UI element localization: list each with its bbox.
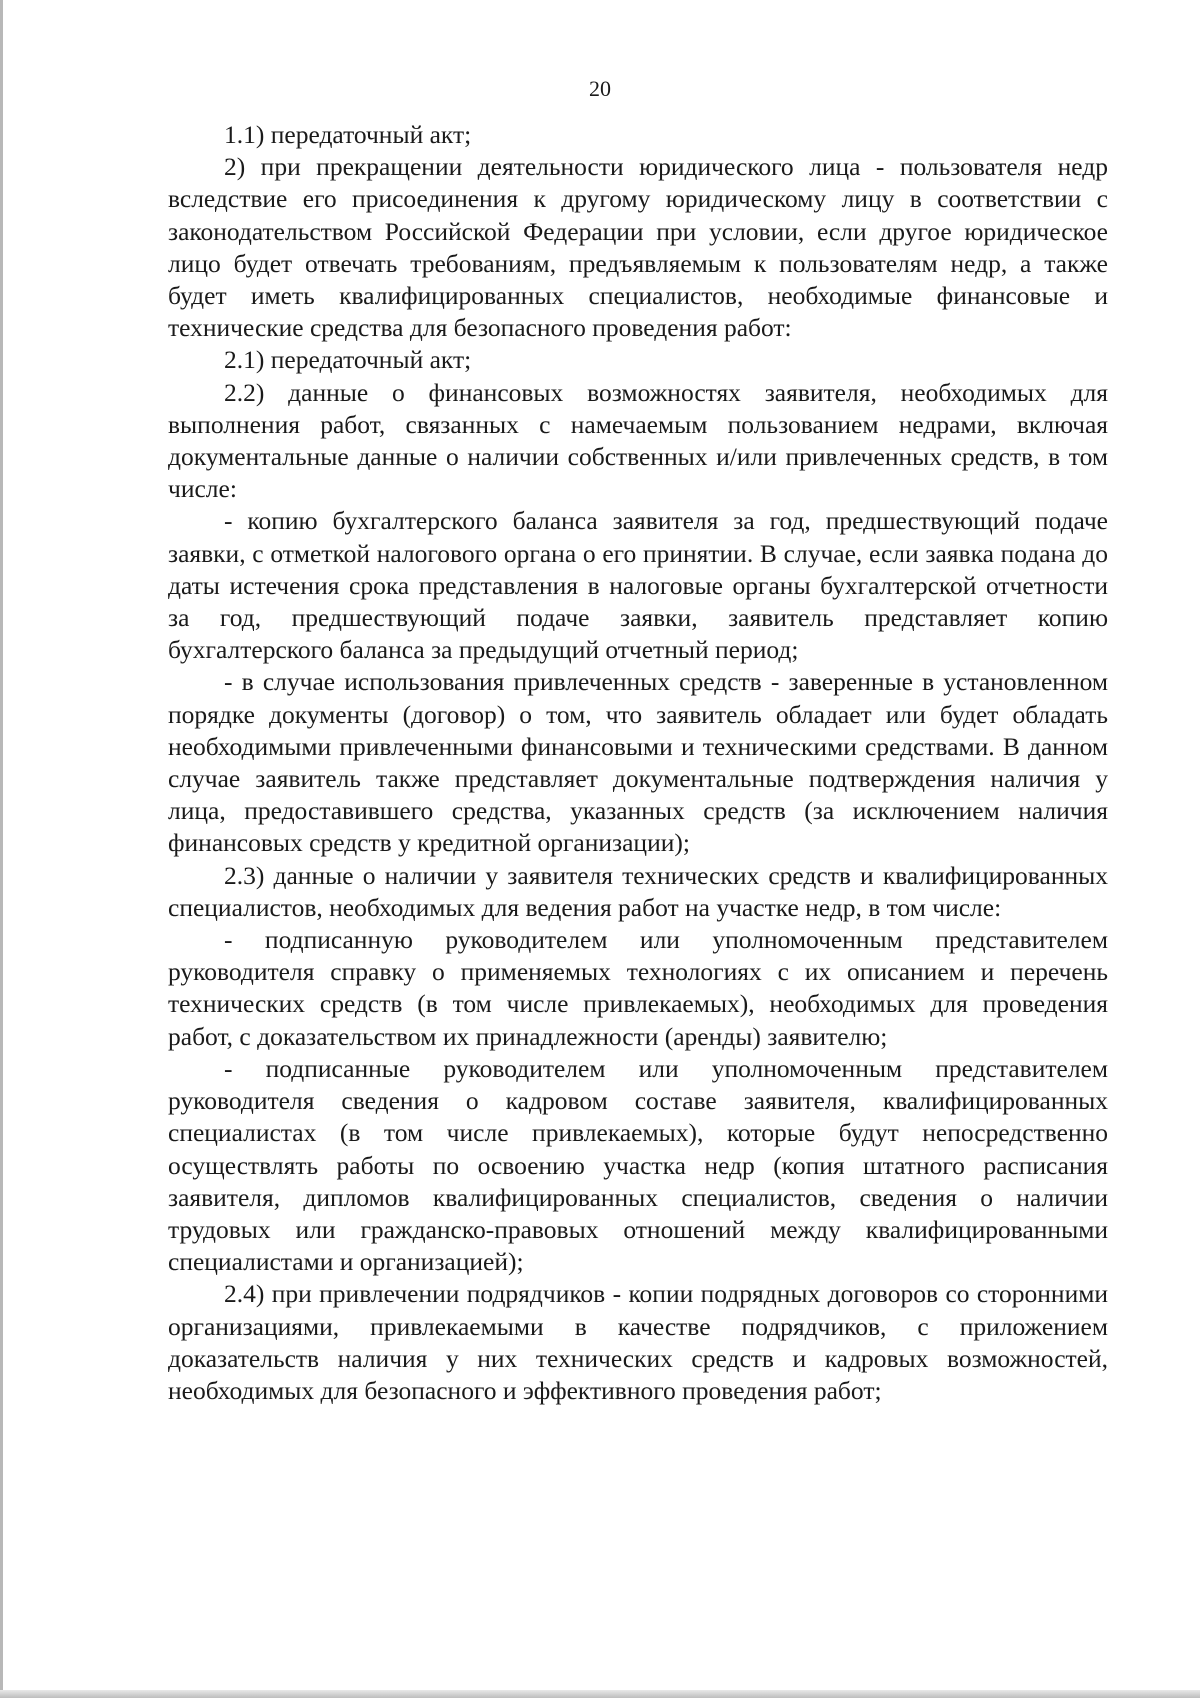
bullet-balance-copy: - копию бухгалтерского баланса заявителя за год, предшествующий подаче заявки, с отметкой налогового органа о его принятии. В случае, если заявка подана до даты истечения срока представления в налоговые органы бухгалтерской отчетности за год, предшествующий подаче заявки, заявитель представляет копию бухгалтерского баланса за предыдущий отчетный период;	[168, 506, 1108, 665]
scan-bottom-edge	[0, 1690, 1200, 1698]
bullet-staff-information: - подписанные руководителем или уполномоченным представителем руководителя сведения о кадровом составе заявителя, квалифицированных специалистах (в том числе привлекаемых), которые будут непосредственно осуществлять работы по освоению участка недр (копия штатного расписания заявителя, дипломов квалифицированных специалистов, сведения о наличии трудовых или гражданско-правовых отношений между квалифицированными специалистами и организацией);	[168, 1053, 1108, 1277]
paragraph-1-1: 1.1) передаточный акт;	[224, 120, 472, 149]
scan-left-edge	[0, 0, 3, 1698]
document-body	[168, 119, 1108, 1407]
page-number: 20	[589, 76, 611, 101]
paragraph-2-4: 2.4) при привлечении подрядчиков - копии подрядных договоров со сторонними организациями, привлекаемыми в качестве подрядчиков, с приложением доказательств наличия у них технических средств и кадровых возможностей, необходимых для безопасного и эффективного проведения работ;	[168, 1279, 1108, 1405]
paragraph-2-1: 2.1) передаточный акт;	[224, 345, 472, 375]
paragraph-2-2: 2.2) данные о финансовых возможностях заявителя, необходимых для выполнения работ, связанных с намечаемым пользованием недрами, включая документальные данные о наличии собственных и/или привлеченных средств, в том числе:	[168, 377, 1108, 504]
paragraph-2: 2) при прекращении деятельности юридического лица - пользователя недр вследствие его присоединения к другому юридическому лицу в соответствии с законодательством Российской Федерации при условии, если другое юридическое лицо будет отвечать требованиям, предъявляемым к пользователям недр, а также будет иметь квалифицированных специалистов, необходимые финансовые и технические средства для безопасного проведения работ:	[168, 152, 1108, 343]
paragraph-2-3: 2.3) данные о наличии у заявителя технических средств и квалифицированных специалистов, необходимых для ведения работ на участке недр, в том числе:	[168, 860, 1108, 922]
bullet-attracted-funds: - в случае использования привлеченных средств - заверенные в установленном порядке документы (договор) о том, что заявитель обладает или будет обладать необходимыми привлеченными финансовыми и техническими средствами. В данном случае заявитель также представляет документальные подтверждения наличия у лица, предоставившего средства, указанных средств (за исключением наличия финансовых средств у кредитной организации);	[168, 667, 1108, 858]
bullet-technology-certificate: - подписанную руководителем или уполномоченным представителем руководителя справку о применяемых технологиях с их описанием и перечень технических средств (в том числе привлекаемых), необходимых для проведения работ, с доказательством их принадлежности (аренды) заявителю;	[168, 925, 1108, 1051]
